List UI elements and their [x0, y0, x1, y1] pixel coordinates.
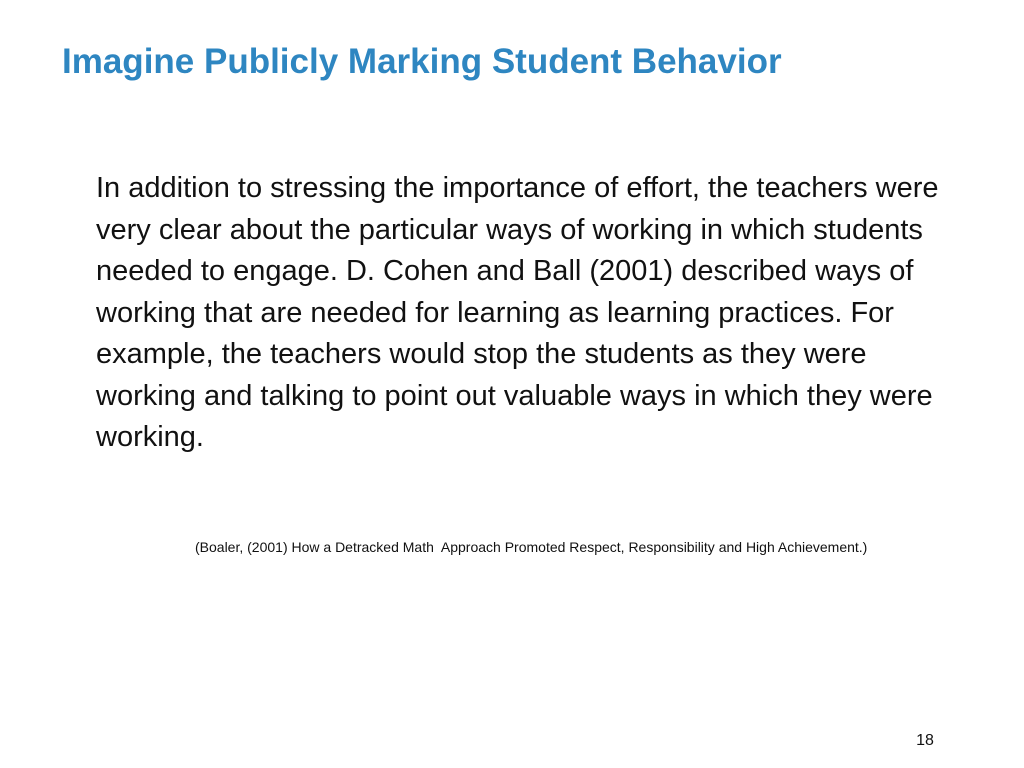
- citation: (Boaler, (2001) How a Detracked Math Approach Promoted Respect, Responsibility and High Achievement.): [195, 539, 868, 555]
- page-number: 18: [916, 732, 934, 749]
- slide-title: Imagine Publicly Marking Student Behavior: [62, 42, 782, 81]
- slide-body-text: In addition to stressing the importance of effort, the teachers were very clear about the particular ways of working in which students needed to engage. D. Cohen and Ball (2001) described ways of working that are needed for learning as learning practices. For example, the teachers would stop the students as they were working and talking to point out valuable ways in which they were working.: [96, 172, 939, 453]
